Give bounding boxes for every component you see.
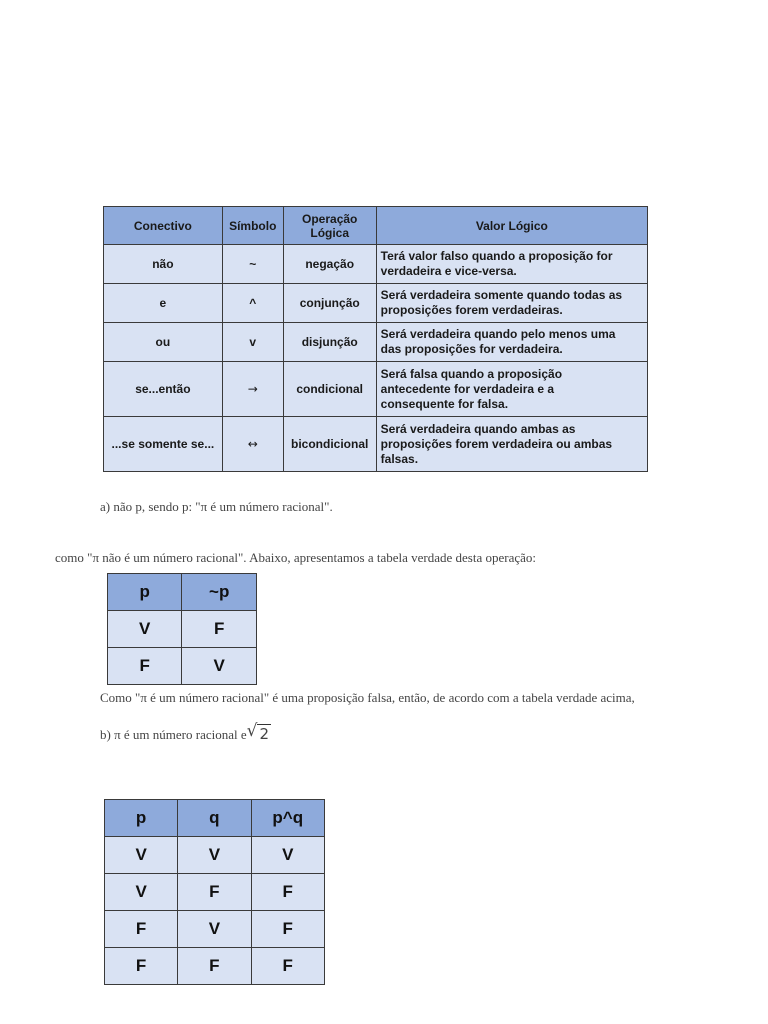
table-cell: V bbox=[178, 837, 251, 874]
cell-valor: Será verdadeira quando ambas as proposições forem verdadeira ou ambas falsas. bbox=[376, 417, 647, 472]
table-cell: F bbox=[105, 911, 178, 948]
cell-conectivo: não bbox=[104, 245, 223, 284]
table-cell: F bbox=[178, 874, 251, 911]
cell-simbolo: ~ bbox=[222, 245, 283, 284]
table-cell: V bbox=[251, 837, 325, 874]
header-not-p: ~p bbox=[182, 574, 257, 611]
table-cell: V bbox=[105, 874, 178, 911]
cell-operacao: condicional bbox=[283, 362, 376, 417]
cell-conectivo: ...se somente se... bbox=[104, 417, 223, 472]
table-cell: F bbox=[251, 874, 325, 911]
cell-valor: Será verdadeira quando pelo menos uma das proposições for verdadeira. bbox=[376, 323, 647, 362]
cell-operacao: negação bbox=[283, 245, 376, 284]
cell-conectivo: e bbox=[104, 284, 223, 323]
table-cell: F bbox=[178, 948, 251, 985]
table-cell: F bbox=[182, 611, 257, 648]
table-cell: V bbox=[105, 837, 178, 874]
table-cell: F bbox=[105, 948, 178, 985]
negation-truth-table bbox=[107, 573, 257, 685]
cell-valor: Terá valor falso quando a proposição for verdadeira e vice-versa. bbox=[376, 245, 647, 284]
table-header-row bbox=[108, 574, 257, 611]
conclusion-paragraph: Como "π é um número racional" é uma proposição falsa, então, de acordo com a tabela verdade acima, bbox=[100, 690, 635, 705]
table-row bbox=[108, 648, 257, 685]
table-row bbox=[105, 874, 325, 911]
cell-valor: Será verdadeira somente quando todas as proposições forem verdadeiras. bbox=[376, 284, 647, 323]
table-row bbox=[104, 323, 648, 362]
header-p-and-q: p^q bbox=[251, 800, 325, 837]
header-q: q bbox=[178, 800, 251, 837]
table-row bbox=[105, 911, 325, 948]
table-cell: V bbox=[108, 611, 182, 648]
table-row bbox=[105, 837, 325, 874]
cell-simbolo: ^ bbox=[222, 284, 283, 323]
table-cell: F bbox=[251, 948, 325, 985]
table-cell: V bbox=[182, 648, 257, 685]
cell-operacao: disjunção bbox=[283, 323, 376, 362]
cell-operacao: bicondicional bbox=[283, 417, 376, 472]
cell-simbolo: → bbox=[222, 362, 283, 417]
table-row bbox=[104, 284, 648, 323]
intro-paragraph: como "π não é um número racional". Abaixo, apresentamos a tabela verdade desta operação: bbox=[55, 550, 537, 565]
table-row bbox=[104, 417, 648, 472]
cell-operacao: conjunção bbox=[283, 284, 376, 323]
table-cell: F bbox=[251, 911, 325, 948]
table-row bbox=[104, 362, 648, 417]
header-simbolo: Símbolo bbox=[222, 207, 283, 245]
cell-conectivo: ou bbox=[104, 323, 223, 362]
cell-valor: Será falsa quando a proposição antecedente for verdadeira e a consequente for falsa. bbox=[376, 362, 647, 417]
table-header-row bbox=[104, 207, 648, 245]
table-row bbox=[104, 245, 648, 284]
table-header-row bbox=[105, 800, 325, 837]
table-cell: F bbox=[108, 648, 182, 685]
header-conectivo: Conectivo bbox=[104, 207, 223, 245]
header-valor: Valor Lógico bbox=[376, 207, 647, 245]
table-row bbox=[105, 948, 325, 985]
item-b-text bbox=[100, 721, 271, 744]
conjunction-truth-table bbox=[104, 799, 325, 985]
table-row bbox=[108, 611, 257, 648]
connectives-table bbox=[103, 206, 648, 472]
cell-simbolo: v bbox=[222, 323, 283, 362]
header-p: p bbox=[108, 574, 182, 611]
cell-simbolo: ↔ bbox=[222, 417, 283, 472]
item-a-text: a) não p, sendo p: "π é um número racional". bbox=[100, 499, 333, 514]
cell-conectivo: se...então bbox=[104, 362, 223, 417]
header-p: p bbox=[105, 800, 178, 837]
item-b-label: b) π é um número racional e bbox=[100, 727, 247, 742]
header-operacao: Operação Lógica bbox=[283, 207, 376, 245]
table-cell: V bbox=[178, 911, 251, 948]
sqrt-argument: 2 bbox=[259, 725, 270, 743]
sqrt-symbol: √ bbox=[246, 721, 258, 741]
